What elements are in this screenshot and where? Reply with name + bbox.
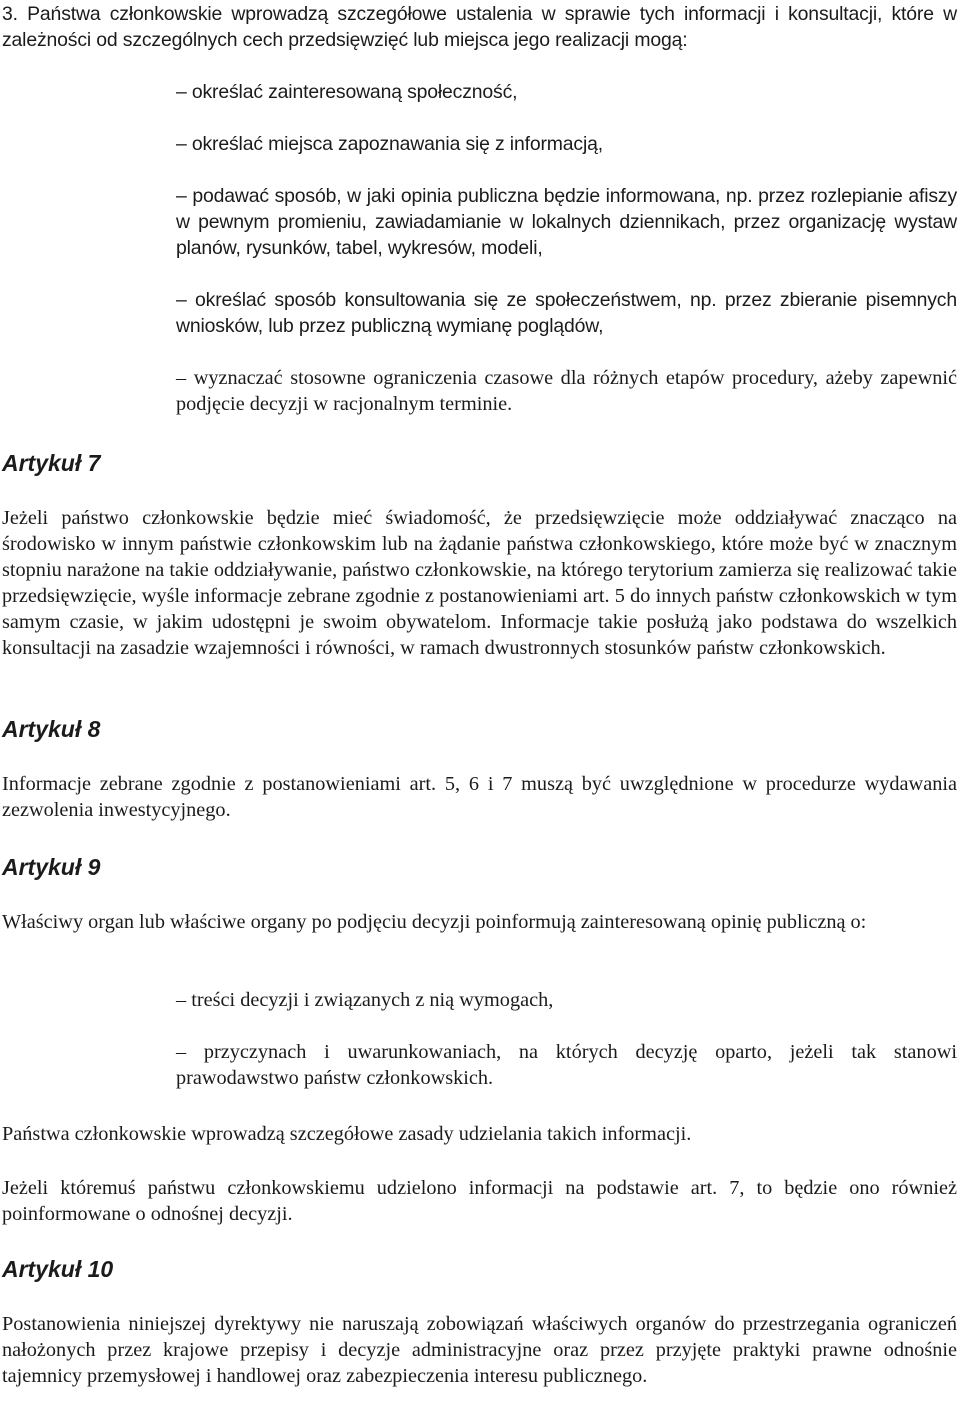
- article-9-heading: Artykuł 9: [2, 854, 101, 880]
- list-item: – podawać sposób, w jaki opinia publiczna będzie informowana, np. przez rozlepianie afiszy w pewnym promieniu, zawiadamianie w lokalnych dziennikach, przez organizację wystaw planów, rysunków, tabel, wykresów, modeli,: [176, 185, 957, 259]
- article-9-paragraph-2: Państwa członkowskie wprowadzą szczegółowe zasady udzielania takich informacji.: [2, 1123, 692, 1145]
- article-7-heading: Artykuł 7: [2, 450, 101, 476]
- article-8-text: Informacje zebrane zgodnie z postanowieniami art. 5, 6 i 7 muszą być uwzględnione w procedurze wydawania zezwolenia inwestycyjnego.: [2, 773, 957, 821]
- article-9-paragraph-3: Jeżeli któremuś państwu członkowskiemu udzielono informacji na podstawie art. 7, to będzie ono również poinformowane o odnośnej decyzji.: [2, 1177, 957, 1225]
- list-item: – przyczynach i uwarunkowaniach, na których decyzję oparto, jeżeli tak stanowi prawodawstwo państw członkowskich.: [176, 1041, 957, 1089]
- article-8-heading: Artykuł 8: [2, 716, 101, 742]
- list-item: – określać sposób konsultowania się ze społeczeństwem, np. przez zbieranie pisemnych wniosków, lub przez publiczną wymianę poglądów,: [176, 289, 957, 337]
- article-10-heading: Artykuł 10: [2, 1256, 114, 1282]
- list-item: – określać miejsca zapoznawania się z informacją,: [176, 133, 603, 155]
- list-item: – treści decyzji i związanych z nią wymogach,: [176, 989, 554, 1011]
- list-item: – określać zainteresowaną społeczność,: [176, 81, 518, 103]
- article-7-text: Jeżeli państwo członkowskie będzie mieć świadomość, że przedsięwzięcie może oddziaływać znacząco na środowisko w innym państwie członkowskim lub na żądanie państwa członkowskiego, które może być w znacznym stopniu narażone na takie oddziaływanie, państwo członkowskie, na którego terytorium zamierza się realizować takie przedsięwzięcie, wyśle informacje zebrane zgodnie z postanowieniami art. 5 do innych państw członkowskich w tym samym czasie, w jakim udostępni je swoim obywatelom. Informacje takie posłużą jako podstawa do wszelkich konsultacji na zasadzie wzajemności i równości, w ramach dwustronnych stosunków państw członkowskich.: [2, 507, 957, 659]
- article-10-text: Postanowienia niniejszej dyrektywy nie naruszają zobowiązań właściwych organów do przestrzegania ograniczeń nałożonych przez krajowe przepisy i decyzje administracyjne oraz przez przyjęte praktyki prawne odnośnie tajemnicy przemysłowej i handlowej oraz zabezpieczenia interesu publicznego.: [2, 1313, 957, 1387]
- art6-paragraph-3: 3. Państwa członkowskie wprowadzą szczegółowe ustalenia w sprawie tych informacji i konsultacji, które w zależności od szczególnych cech przedsięwzięć lub miejsca jego realizacji mogą:: [2, 3, 957, 51]
- list-item: – wyznaczać stosowne ograniczenia czasowe dla różnych etapów procedury, ażeby zapewnić podjęcie decyzji w racjonalnym terminie.: [176, 367, 957, 415]
- article-9-intro: Właściwy organ lub właściwe organy po podjęciu decyzji poinformują zainteresowaną opinię publiczną o:: [2, 911, 867, 933]
